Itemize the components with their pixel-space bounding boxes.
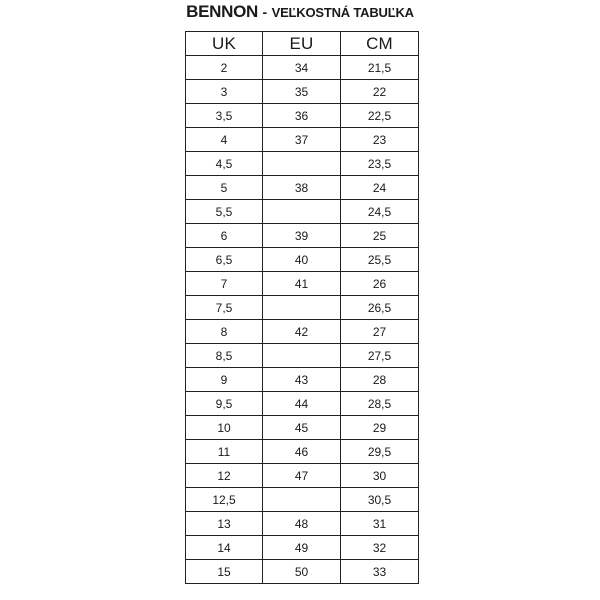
cell-uk: 2: [186, 56, 263, 80]
cell-cm: 28: [341, 368, 419, 392]
cell-uk: 12: [186, 464, 263, 488]
table-body: [186, 56, 419, 584]
cell-uk: 8,5: [186, 344, 263, 368]
table-row: [186, 536, 419, 560]
cell-uk: 5: [186, 176, 263, 200]
cell-cm: 33: [341, 560, 419, 584]
title-subtitle: VEĽKOSTNÁ TABUĽKA: [271, 5, 414, 20]
brand-name: BENNON: [186, 2, 259, 21]
table-row: [186, 224, 419, 248]
table-row: [186, 128, 419, 152]
table-row: [186, 368, 419, 392]
cell-eu: 36: [263, 104, 341, 128]
table-row: [186, 560, 419, 584]
cell-cm: 25: [341, 224, 419, 248]
cell-eu: 47: [263, 464, 341, 488]
cell-uk: 4: [186, 128, 263, 152]
table-row: [186, 464, 419, 488]
cell-uk: 12,5: [186, 488, 263, 512]
table-row: [186, 56, 419, 80]
cell-uk: 8: [186, 320, 263, 344]
cell-uk: 7: [186, 272, 263, 296]
cell-uk: 9,5: [186, 392, 263, 416]
cell-uk: 6,5: [186, 248, 263, 272]
cell-uk: 10: [186, 416, 263, 440]
cell-eu: 48: [263, 512, 341, 536]
table-row: [186, 296, 419, 320]
cell-eu: [263, 200, 341, 224]
cell-cm: 28,5: [341, 392, 419, 416]
cell-cm: 29: [341, 416, 419, 440]
cell-uk: 13: [186, 512, 263, 536]
cell-cm: 24: [341, 176, 419, 200]
cell-cm: 23,5: [341, 152, 419, 176]
cell-eu: 40: [263, 248, 341, 272]
cell-uk: 5,5: [186, 200, 263, 224]
cell-cm: 27,5: [341, 344, 419, 368]
cell-eu: 45: [263, 416, 341, 440]
cell-uk: 11: [186, 440, 263, 464]
table-row: [186, 272, 419, 296]
cell-cm: 24,5: [341, 200, 419, 224]
cell-eu: 38: [263, 176, 341, 200]
table-row: [186, 320, 419, 344]
cell-eu: 34: [263, 56, 341, 80]
cell-eu: 39: [263, 224, 341, 248]
cell-cm: 30: [341, 464, 419, 488]
cell-cm: 23: [341, 128, 419, 152]
cell-eu: [263, 488, 341, 512]
cell-eu: [263, 344, 341, 368]
cell-cm: 32: [341, 536, 419, 560]
cell-eu: 49: [263, 536, 341, 560]
cell-uk: 9: [186, 368, 263, 392]
cell-uk: 14: [186, 536, 263, 560]
cell-cm: 30,5: [341, 488, 419, 512]
title-separator: -: [262, 4, 268, 20]
cell-cm: 25,5: [341, 248, 419, 272]
cell-cm: 26,5: [341, 296, 419, 320]
cell-eu: 41: [263, 272, 341, 296]
cell-cm: 31: [341, 512, 419, 536]
cell-uk: 7,5: [186, 296, 263, 320]
table-row: [186, 512, 419, 536]
cell-uk: 15: [186, 560, 263, 584]
table-row: [186, 488, 419, 512]
cell-cm: 29,5: [341, 440, 419, 464]
cell-eu: 35: [263, 80, 341, 104]
cell-cm: 26: [341, 272, 419, 296]
cell-uk: 4,5: [186, 152, 263, 176]
cell-eu: 37: [263, 128, 341, 152]
table-row: [186, 248, 419, 272]
cell-eu: 42: [263, 320, 341, 344]
table-row: [186, 104, 419, 128]
cell-eu: [263, 152, 341, 176]
cell-eu: 44: [263, 392, 341, 416]
table-row: [186, 392, 419, 416]
cell-cm: 22: [341, 80, 419, 104]
cell-cm: 21,5: [341, 56, 419, 80]
cell-uk: 3: [186, 80, 263, 104]
cell-cm: 22,5: [341, 104, 419, 128]
cell-cm: 27: [341, 320, 419, 344]
table-row: [186, 344, 419, 368]
table-row: [186, 200, 419, 224]
table-row: [186, 152, 419, 176]
cell-eu: 43: [263, 368, 341, 392]
size-table: [185, 31, 419, 584]
page-title: [0, 0, 600, 26]
column-header-cm: CM: [341, 32, 419, 56]
header-row: [186, 32, 419, 56]
cell-uk: 3,5: [186, 104, 263, 128]
cell-uk: 6: [186, 224, 263, 248]
cell-eu: 46: [263, 440, 341, 464]
table-row: [186, 440, 419, 464]
table-row: [186, 80, 419, 104]
column-header-uk: UK: [186, 32, 263, 56]
cell-eu: [263, 296, 341, 320]
cell-eu: 50: [263, 560, 341, 584]
column-header-eu: EU: [263, 32, 341, 56]
table-row: [186, 416, 419, 440]
table-row: [186, 176, 419, 200]
